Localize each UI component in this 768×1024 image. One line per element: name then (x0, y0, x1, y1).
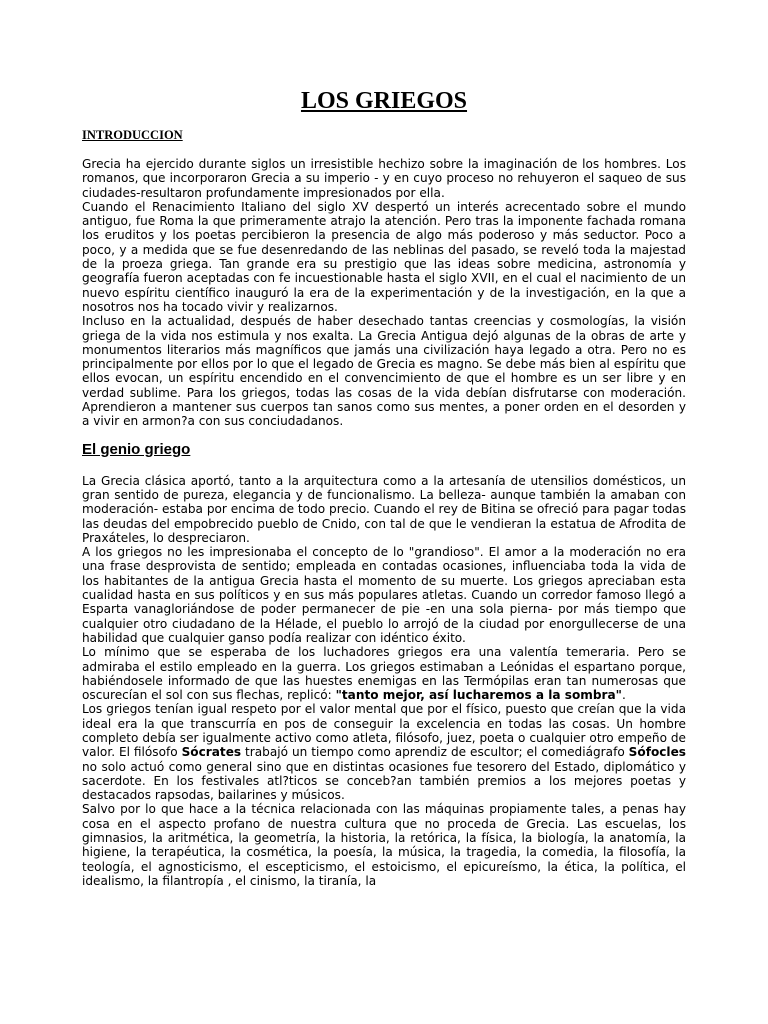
sofocles-name: Sófocles (628, 745, 686, 760)
genio-paragraph-3 (82, 645, 686, 702)
leonidas-quote: "tanto mejor, así lucharemos a la sombra" (335, 688, 622, 703)
document-page (82, 86, 686, 888)
intro-paragraph-2: Cuando el Renacimiento Italiano del siglo XV despertó un interés acrecentado sobre el mundo antiguo, fue Roma la que primeramente atrajo la atención. Pero tras la imponente fachada romana los eruditos y los poetas percibieron la presencia de algo más poderoso y más seductor. Poco a poco, y a medida que se fue desenredando de las neblinas del pasado, se reveló toda la majestad de la proeza griega. Tan grande era su prestigio que las ideas sobre medicina, astronomía y geografía fueron aceptadas con fe incuestionable hasta el siglo XVII, en el cual el nacimiento de un nuevo espíritu científico inauguró la era de la experimentación y de la investigación, en la que a nosotros nos ha tocado vivir y realizarnos. (82, 199, 686, 314)
intro-heading: INTRODUCCION (82, 128, 183, 142)
genio-paragraph-5: Salvo por lo que hace a la técnica relacionada con las máquinas propiamente tales, a penas hay cosa en el aspecto profano de nuestra cultura que no proceda de Grecia. Las escuelas, los gimnasios, la aritmética, la geometría, la historia, la retórica, la física, la biología, la anatomía, la higiene, la terapéutica, la cosmética, la poesía, la música, la tragedia, la comedia, la filosofía, la teología, el agnosticismo, el escepticismo, el estoicismo, el epicureísmo, la ética, la política, el idealismo, la filantropía , el cinismo, la tiranía, la (82, 802, 686, 888)
genio-paragraph-1: La Grecia clásica aportó, tanto a la arquitectura como a la artesanía de utensilios domésticos, un gran sentido de pureza, elegancia y de funcionalismo. La belleza- aunque también la amaban con moderación- estaba por encima de todo precio. Cuando el rey de Bitina se ofreció para pagar todas las deudas del empobrecido pueblo de Cnido, con tal de que le vendieran la estatua de Afrodita de Praxáteles, lo despreciaron. (82, 473, 686, 545)
genio-p4-text-a: Los griegos tenían igual respeto por el valor mental que por el físico, puesto que creían que la vida ideal era la que transcurría en pos de conseguir la excelencia en todas las cosas. Un hombre completo debía ser igualmente activo como atleta, filósofo, juez, poeta o cualquier otro empeño de valor. El filósofo (82, 702, 686, 760)
page-title: LOS GRIEGOS (300, 88, 468, 114)
intro-paragraph-3: Incluso en la actualidad, después de haber desechado tantas creencias y cosmologías, la visión griega de la vida nos estimula y nos exalta. La Grecia Antigua dejó algunas de la obras de arte y monumentos literarios más magníficos que jamás una civilización haya legado a otra. Pero no es principalmente por ellos por lo que el legado de Grecia es magno. Se debe más bien al espíritu que ellos evocan, un espíritu encendido en el convencimiento de que el hombre es un ser libre y en verdad sublime. Para los griegos, todas las cosas de la vida debían disfrutarse con moderación. Aprendieron a mantener sus cuerpos tan sanos como sus mentes, a poner orden en el desorden y a vivir en armon?a con sus conciudadanos. (82, 314, 686, 429)
genio-p3-text: Lo mínimo que se esperaba de los luchadores griegos era una valentía temeraria. Pero se admiraba el estilo empleado en la guerra. Los griegos estimaban a Leónidas el espartano porque, habiéndosele informado de que las huestes enemigas en las Termópilas eran tan numerosas que oscurecían el sol con sus flechas, replicó: (82, 645, 686, 703)
intro-paragraph-1: Grecia ha ejercido durante siglos un irresistible hechizo sobre la imaginación de los hombres. Los romanos, que incorporaron Grecia a su imperio - y en cuyo proceso no rehuyeron el saqueo de sus ciudades-resultaron profundamente impresionados por ella. (82, 157, 686, 200)
genio-paragraph-4 (82, 702, 686, 802)
genio-p3-end: . (621, 688, 626, 703)
genio-p4-text-c: no solo actuó como general sino que en distintas ocasiones fue tesorero del Estado, diplomático y sacerdote. En los festivales atl?ticos se conceb?an también premios a los mejores poetas y destacados rapsodas, bailarines y músicos. (82, 759, 686, 803)
genio-paragraph-2: A los griegos no les impresionaba el concepto de lo "grandioso". El amor a la moderación no era una frase desprovista de sentido; empleada en contadas ocasiones, influenciaba toda la vida de los habitantes de la antigua Grecia hasta el momento de su muerte. Los griegos apreciaban esta cualidad hasta en sus políticos y en sus más populares atletas. Cuando un corredor famoso llegó a Esparta vanagloriándose de poder permanecer de pie -en una sola pierna- por más tiempo que cualquier otro ciudadano de la Hélade, el pueblo lo arrojó de la ciudad por enorgullecerse de una habilidad que cualquier ganso podía realizar con idéntico éxito. (82, 545, 686, 645)
genio-p4-text-b: trabajó un tiempo como aprendiz de escultor; el comediágrafo (241, 745, 629, 760)
socrates-name: Sócrates (181, 745, 242, 760)
section-heading-genio-griego: El genio griego (82, 440, 191, 458)
